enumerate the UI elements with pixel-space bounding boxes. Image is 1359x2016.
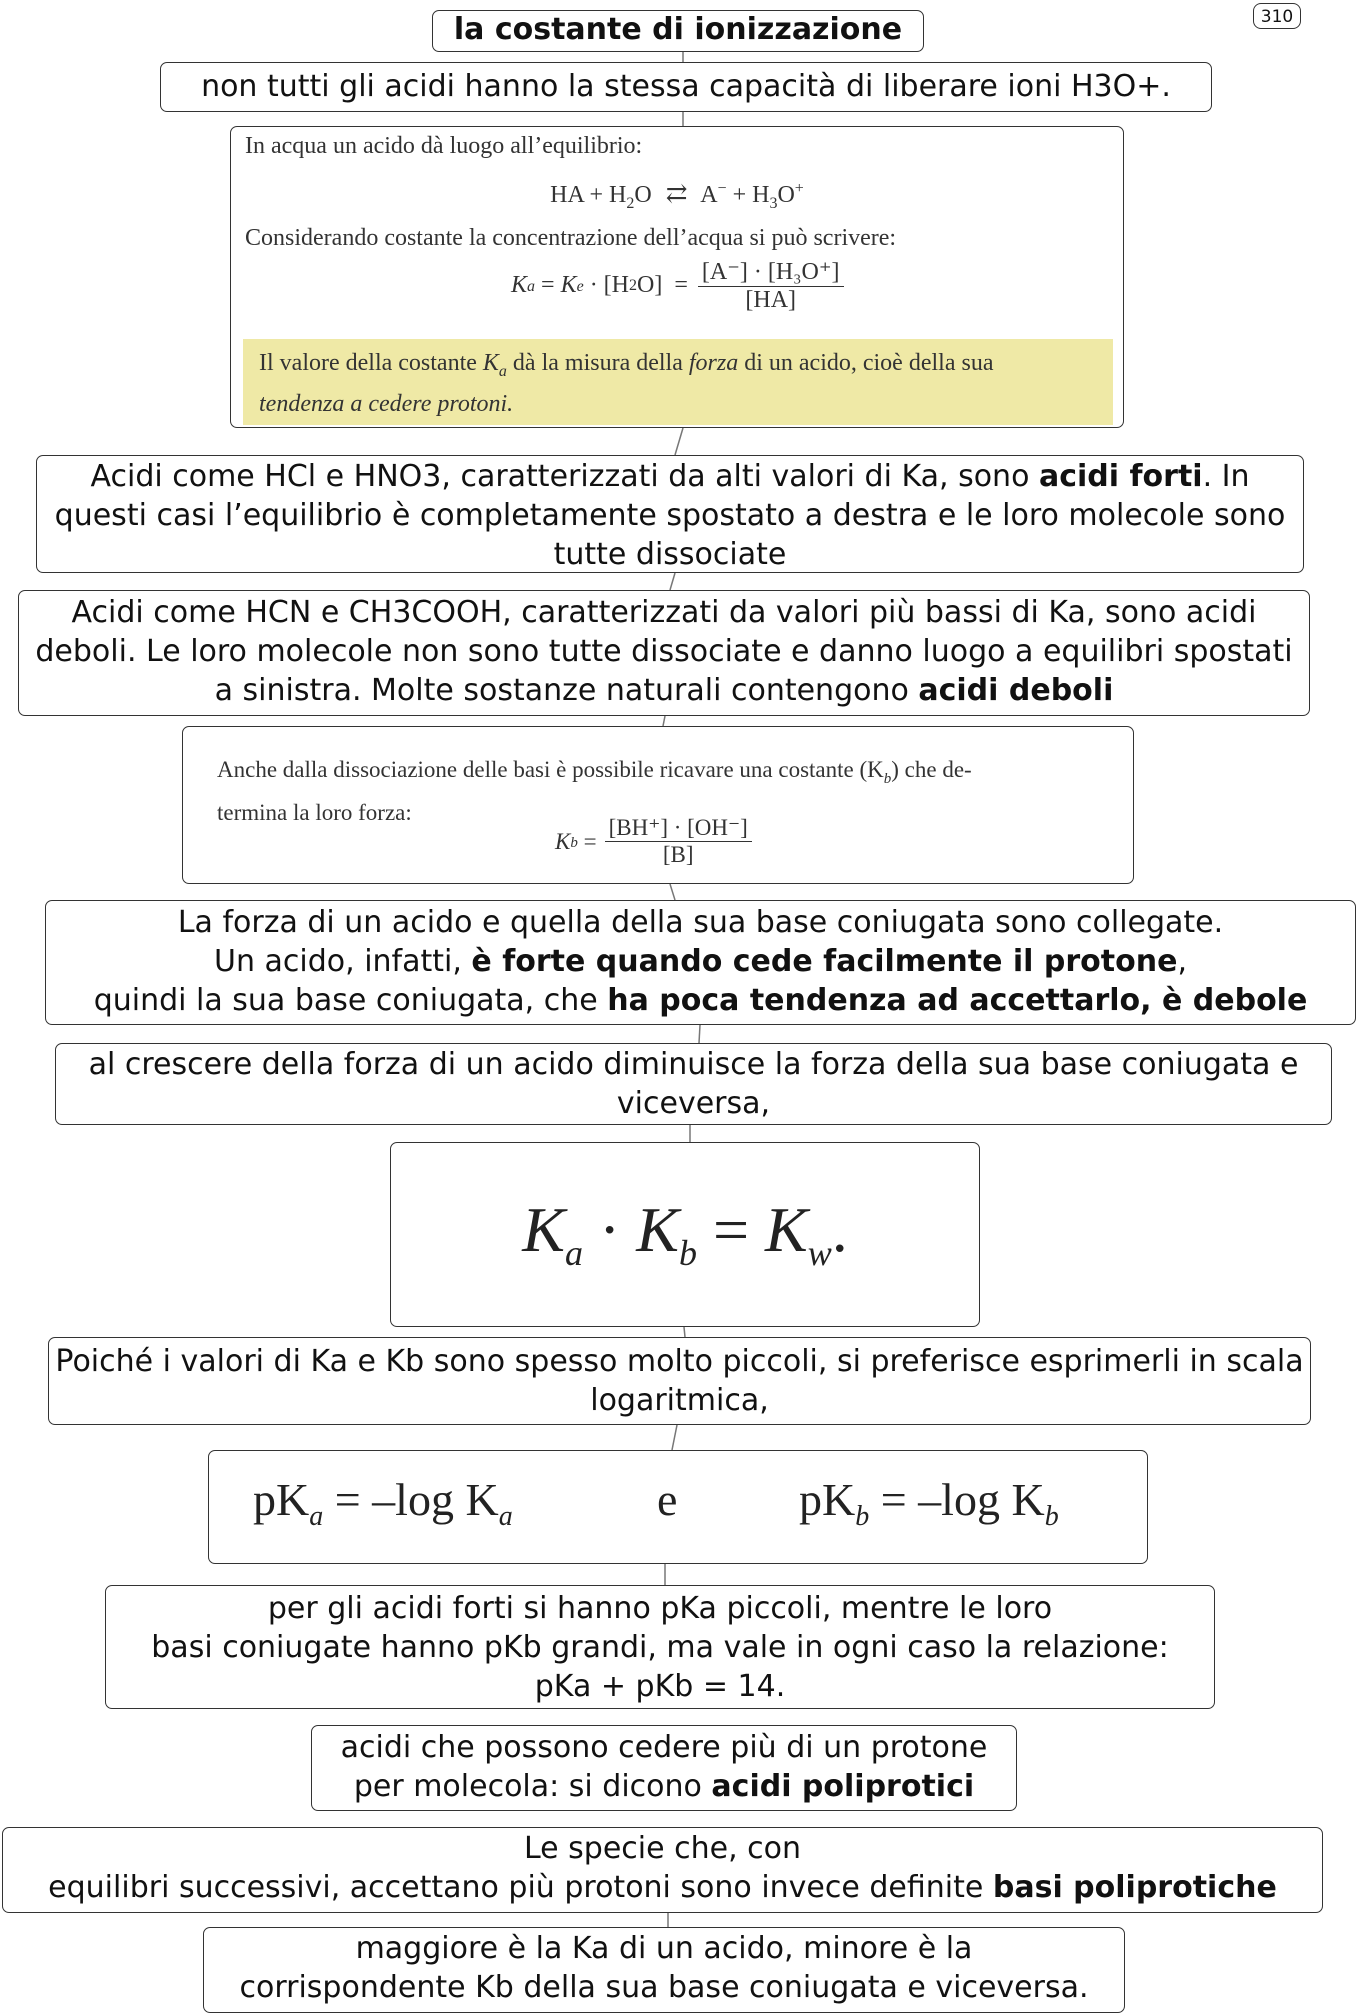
title-node	[432, 10, 924, 52]
connector	[670, 573, 675, 590]
connector	[675, 428, 683, 455]
kb-image-node	[182, 726, 1134, 884]
equilibrium-intro-line: In acqua un acido dà luogo all’equilibrio:	[245, 133, 643, 159]
inverse-relation-node: al crescere della forza di un acido diminuisce la forza della sua base coniugata e viceversa,	[55, 1043, 1332, 1125]
kb-intro-line: Anche dalla dissociazione delle basi è possibile ricavare una costante $(K_b)$ che de- termina la loro forza:	[217, 757, 972, 825]
connector	[684, 1327, 685, 1337]
polyprotic-bases-node: Le specie che, con equilibri successivi, accettano più protoni sono invece definite basi poliprotiche	[2, 1827, 1323, 1913]
title-text: la costante di ionizzazione	[453, 12, 903, 47]
kb-formula: K b = $\frac{[BH^+] \cdot [OH^-]}{[B]}$	[555, 815, 752, 868]
equilibrium-constant-line: Considerando costante la concentrazione dell’acqua si può scrivere:	[245, 225, 897, 251]
pka-relation-node: per gli acidi forti si hanno pKa piccoli, mentre le loro basi coniugate hanno pKb grandi, ma vale in ogni caso la relazione: pKa + pKb = 14.	[105, 1585, 1215, 1709]
weak-acids-node: Acidi come HCN e CH3COOH, caratterizzati da valori più bassi di Ka, sono acidi deboli. Le loro molecole non sono tutte dissociate e danno luogo a equilibri spostati a sinistra. Molte sostanze naturali contengono acidi deboli	[18, 590, 1310, 716]
connector	[699, 1025, 700, 1043]
log-scale-node: Poiché i valori di Ka e Kb sono spesso molto piccoli, si preferisce esprimerli in scala logaritmica,	[48, 1337, 1311, 1425]
equilibrium-equation: HA + $H_2O$ ⇄ $A^- + H_3O^+$	[550, 179, 804, 212]
ka-formula: K a = K e · [H 2 O] = $\frac{\text{[A⁻] · [H₃O⁺]}}{[HA]}$	[511, 257, 844, 314]
ka-highlight-box: Il valore della costante $K_a$ dà la misura della forza di un acido, cioè della sua tendenza a cedere protoni.	[243, 339, 1113, 425]
final-note-node: maggiore è la Ka di un acido, minore è la corrispondente Kb della sua base coniugata e viceversa.	[203, 1927, 1125, 2013]
kw-image-node	[390, 1142, 980, 1327]
ka-denominator: [HA]	[745, 287, 797, 313]
page-number-badge: 310	[1253, 3, 1301, 29]
kw-formula: $K_a \cdot K_b = K_w$.	[522, 1194, 848, 1273]
ka-numerator: [A⁻] · [H₃O⁺]	[698, 257, 844, 287]
pk-and: e	[657, 1474, 678, 1525]
connector	[670, 884, 675, 900]
polyprotic-acids-node: acidi che possono cedere più di un protone per molecola: si dicono acidi poliprotici	[311, 1725, 1017, 1811]
connector	[663, 716, 665, 726]
kb-denominator: [B]	[662, 842, 694, 867]
strong-acids-node: Acidi come HCl e HNO3, caratterizzati da alti valori di Ka, sono acidi forti. In questi casi l’equilibrio è completamente spostato a destra e le loro molecole sono tutte dissociate	[36, 455, 1304, 573]
conjugate-strength-node: La forza di un acido e quella della sua base coniugata sono collegate. Un acido, infatti, è forte quando cede facilmente il protone, quindi la sua base coniugata, che ha poca tendenza ad accettarlo, è debole	[45, 900, 1356, 1025]
intro-node	[160, 62, 1212, 112]
pk-image-node	[208, 1450, 1148, 1564]
kb-numerator: [BH⁺] · [OH⁻]	[605, 815, 752, 842]
connector	[672, 1425, 677, 1450]
equilibrium-image-node	[230, 126, 1124, 428]
pka-formula: $pK_a = -\log$ $K_a$	[253, 1474, 513, 1533]
pkb-formula: $pK_b = -\log$ $K_b$	[799, 1474, 1059, 1533]
intro-text: non tutti gli acidi hanno la stessa capacità di liberare ioni H3O+.	[201, 69, 1171, 104]
